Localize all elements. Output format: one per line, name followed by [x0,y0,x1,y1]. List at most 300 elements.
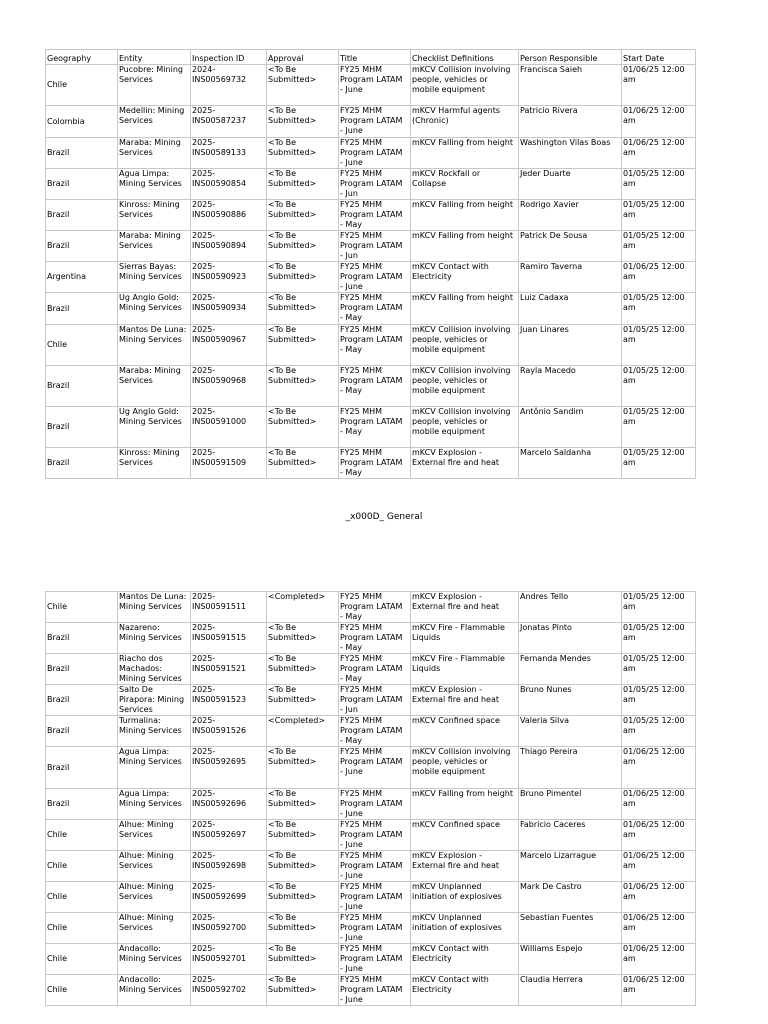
title-cell [339,685,411,716]
geography-cell [46,685,118,716]
start-date-cell [622,913,696,944]
person-responsible-cell [519,65,622,106]
approval-cell [267,685,339,716]
entity-cell [118,747,191,789]
approval-cell-text: <To Be Submitted> [268,293,317,312]
table-row [46,789,696,820]
start-date-cell [622,293,696,325]
title-cell [339,169,411,200]
person-responsible-cell-text: Bruno Nunes [520,685,572,694]
title-cell-text: FY25 MHM Program LATAM - May [340,623,403,652]
entity-cell-text: Ug Anglo Gold: Mining Services [119,293,182,312]
checklist-cell [411,366,519,407]
table-row [46,654,696,685]
checklist-cell-text: mKCV Collision involving people, vehicles or mobile equipment [412,366,511,395]
entity-cell [118,716,191,747]
start-date-cell [622,747,696,789]
inspections-table-top [45,49,696,479]
entity-cell [118,820,191,851]
geography-cell-text: Brazil [47,799,70,808]
checklist-cell-text: mKCV Falling from height [412,138,513,147]
entity-cell-text: Alhue: Mining Services [119,851,174,870]
geography-cell [46,138,118,169]
geography-cell [46,747,118,789]
start-date-cell-text: 01/06/25 12:00 am [623,65,685,84]
title-cell-text: FY25 MHM Program LATAM - June [340,820,403,849]
person-responsible-cell-text: Juan Linares [520,325,569,334]
entity-cell [118,685,191,716]
approval-cell-text: <To Be Submitted> [268,747,317,766]
checklist-cell-text: mKCV Contact with Electricity [412,262,489,281]
checklist-cell-text: mKCV Contact with Electricity [412,975,489,994]
geography-cell [46,913,118,944]
checklist-cell-text: mKCV Collision involving people, vehicles or mobile equipment [412,65,511,94]
approval-cell [267,200,339,231]
person-responsible-cell [519,747,622,789]
table-row [46,685,696,716]
person-responsible-cell [519,789,622,820]
header-entity: Entity [118,50,191,65]
geography-cell [46,716,118,747]
table-row [46,262,696,293]
person-responsible-cell [519,975,622,1006]
inspection-id-cell-text: 2025- INS00591521 [192,654,247,673]
checklist-cell [411,169,519,200]
checklist-cell-text: mKCV Falling from height [412,293,513,302]
start-date-cell [622,106,696,138]
inspection-id-cell [191,820,267,851]
approval-cell [267,65,339,106]
approval-cell-text: <To Be Submitted> [268,820,317,839]
inspection-id-cell-text: 2025- INS00592698 [192,851,247,870]
approval-cell [267,820,339,851]
entity-cell-text: Agua Limpa: Mining Services [119,789,182,808]
approval-cell [267,623,339,654]
section-separator-label: _x000D_ General [345,512,423,522]
checklist-cell-text: mKCV Collision involving people, vehicles or mobile equipment [412,325,511,354]
inspection-id-cell-text: 2025- INS00590934 [192,293,247,312]
start-date-cell [622,882,696,913]
person-responsible-cell-text: Fabricio Caceres [520,820,586,829]
approval-cell [267,106,339,138]
entity-cell [118,138,191,169]
header-checklist-definitions: Checklist Definitions [411,50,519,65]
geography-cell [46,231,118,262]
inspection-id-cell [191,685,267,716]
approval-cell [267,747,339,789]
start-date-cell-text: 01/06/25 12:00 am [623,944,685,963]
start-date-cell [622,138,696,169]
entity-cell [118,913,191,944]
start-date-cell-text: 01/05/25 12:00 am [623,716,685,735]
geography-cell-text: Chile [47,80,68,89]
header-start-date: Start Date [622,50,696,65]
person-responsible-cell-text: Mark De Castro [520,882,582,891]
approval-cell-text: <To Be Submitted> [268,325,317,344]
start-date-cell-text: 01/05/25 12:00 am [623,169,685,188]
person-responsible-cell [519,200,622,231]
geography-cell-text: Chile [47,340,68,349]
start-date-cell [622,944,696,975]
person-responsible-cell [519,262,622,293]
inspection-id-cell [191,169,267,200]
start-date-cell-text: 01/05/25 12:00 am [623,623,685,642]
entity-cell-text: Alhue: Mining Services [119,882,174,901]
title-cell [339,231,411,262]
approval-cell [267,654,339,685]
approval-cell-text: <To Be Submitted> [268,448,317,467]
geography-cell [46,820,118,851]
person-responsible-cell-text: Washington Vilas Boas [520,138,611,147]
checklist-cell [411,820,519,851]
entity-cell-text: Ug Anglo Gold: Mining Services [119,407,182,426]
inspection-id-cell-text: 2025- INS00592696 [192,789,247,808]
geography-cell-text: Chile [47,602,68,611]
header-approval: Approval [267,50,339,65]
title-cell [339,820,411,851]
table-row [46,293,696,325]
person-responsible-cell-text: Sebastian Fuentes [520,913,594,922]
title-cell-text: FY25 MHM Program LATAM - June [340,851,403,880]
approval-cell [267,975,339,1006]
title-cell [339,366,411,407]
geography-cell-text: Brazil [47,381,70,390]
start-date-cell [622,592,696,623]
table-row [46,138,696,169]
approval-cell [267,407,339,448]
geography-cell [46,623,118,654]
approval-cell [267,913,339,944]
person-responsible-cell-text: Valeria Silva [520,716,570,725]
inspection-id-cell [191,747,267,789]
geography-cell-text: Colombia [47,116,85,126]
geography-cell [46,200,118,231]
title-cell [339,325,411,366]
inspection-id-cell [191,716,267,747]
person-responsible-cell-text: Thiago Pereira [520,747,578,756]
checklist-cell-text: mKCV Confined space [412,716,500,725]
entity-cell-text: Maraba: Mining Services [119,231,181,250]
geography-cell-text: Brazil [47,422,70,431]
header-title: Title [339,50,411,65]
entity-cell-text: Mantos De Luna: Mining Services [119,592,187,611]
checklist-cell [411,293,519,325]
person-responsible-cell-text: Williams Espejo [520,944,583,953]
approval-cell [267,944,339,975]
start-date-cell [622,200,696,231]
title-cell [339,944,411,975]
person-responsible-cell-text: Marcelo Saldanha [520,448,592,457]
start-date-cell [622,366,696,407]
person-responsible-cell [519,716,622,747]
inspection-id-cell-text: 2025- INS00592701 [192,944,247,963]
checklist-cell [411,975,519,1006]
entity-cell [118,654,191,685]
table-body-top [46,65,696,479]
inspection-id-cell [191,623,267,654]
start-date-cell [622,407,696,448]
checklist-cell-text: mKCV Fire - Flammable Liquids [412,623,505,642]
title-cell-text: FY25 MHM Program LATAM - June [340,789,403,818]
start-date-cell [622,789,696,820]
geography-cell-text: Brazil [47,726,70,735]
person-responsible-cell-text: Antônio Sandim [520,407,584,416]
table-row [46,448,696,479]
checklist-cell-text: mKCV Contact with Electricity [412,944,489,963]
start-date-cell [622,685,696,716]
inspection-id-cell-text: 2025- INS00590894 [192,231,247,250]
inspection-id-cell-text: 2025- INS00590923 [192,262,247,281]
checklist-cell-text: mKCV Unplanned initiation of explosives [412,913,502,932]
inspection-id-cell [191,944,267,975]
approval-cell-text: <Completed> [268,592,326,601]
table-row [46,623,696,654]
table-body-bottom [46,592,696,1006]
approval-cell-text: <To Be Submitted> [268,944,317,963]
title-cell-text: FY25 MHM Program LATAM - June [340,975,403,1004]
geography-cell [46,169,118,200]
person-responsible-cell-text: Francisca Saieh [520,65,583,74]
person-responsible-cell-text: Marcelo Lizarrague [520,851,597,860]
inspection-id-cell [191,654,267,685]
person-responsible-cell [519,169,622,200]
approval-cell-text: <To Be Submitted> [268,685,317,704]
start-date-cell-text: 01/06/25 12:00 am [623,747,685,766]
checklist-cell-text: mKCV Unplanned initiation of explosives [412,882,502,901]
start-date-cell [622,169,696,200]
start-date-cell [622,231,696,262]
start-date-cell-text: 01/06/25 12:00 am [623,975,685,994]
approval-cell-text: <To Be Submitted> [268,623,317,642]
geography-cell-text: Brazil [47,210,70,219]
entity-cell [118,366,191,407]
checklist-cell-text: mKCV Confined space [412,820,500,829]
table-row [46,231,696,262]
start-date-cell-text: 01/05/25 12:00 am [623,448,685,467]
start-date-cell [622,623,696,654]
inspection-id-cell [191,882,267,913]
title-cell [339,747,411,789]
checklist-cell-text: mKCV Rockfall or Collapse [412,169,481,188]
table-row [46,65,696,106]
entity-cell [118,623,191,654]
geography-cell-text: Brazil [47,633,70,642]
checklist-cell-text: mKCV Explosion - External fire and heat [412,851,499,870]
entity-cell [118,944,191,975]
checklist-cell [411,106,519,138]
entity-cell [118,169,191,200]
person-responsible-cell [519,592,622,623]
checklist-cell-text: mKCV Falling from height [412,200,513,209]
inspection-id-cell-text: 2025- INS00591526 [192,716,247,735]
title-cell [339,851,411,882]
title-cell [339,448,411,479]
person-responsible-cell-text: Patricio Rivera [520,106,578,115]
person-responsible-cell [519,325,622,366]
approval-cell-text: <Completed> [268,716,326,725]
title-cell-text: FY25 MHM Program LATAM - May [340,654,403,683]
inspection-id-cell [191,106,267,138]
inspection-id-cell-text: 2025- INS00591523 [192,685,247,704]
title-cell [339,913,411,944]
title-cell-text: FY25 MHM Program LATAM - May [340,716,403,745]
title-cell-text: FY25 MHM Program LATAM - May [340,407,403,436]
checklist-cell-text: mKCV Explosion - External fire and heat [412,685,499,704]
table-row [46,747,696,789]
inspection-id-cell [191,407,267,448]
inspection-id-cell-text: 2025- INS00591515 [192,623,247,642]
approval-cell-text: <To Be Submitted> [268,789,317,808]
approval-cell-text: <To Be Submitted> [268,138,317,157]
checklist-cell [411,747,519,789]
title-cell-text: FY25 MHM Program LATAM - Jun [340,231,403,260]
geography-cell-text: Chile [47,923,68,932]
person-responsible-cell [519,106,622,138]
geography-cell [46,366,118,407]
start-date-cell [622,820,696,851]
table-row [46,592,696,623]
title-cell-text: FY25 MHM Program LATAM - June [340,138,403,167]
inspection-id-cell-text: 2025- INS00592697 [192,820,247,839]
entity-cell-text: Agua Limpa: Mining Services [119,747,182,766]
title-cell-text: FY25 MHM Program LATAM - June [340,747,403,776]
person-responsible-cell-text: Patrick De Sousa [520,231,588,240]
title-cell [339,623,411,654]
title-cell-text: FY25 MHM Program LATAM - Jun [340,685,403,714]
entity-cell [118,448,191,479]
inspection-id-cell-text: 2025- INS00592702 [192,975,247,994]
checklist-cell-text: mKCV Collision involving people, vehicles or mobile equipment [412,407,511,436]
entity-cell [118,231,191,262]
approval-cell-text: <To Be Submitted> [268,407,317,426]
inspection-id-cell-text: 2025- INS00591509 [192,448,247,467]
title-cell [339,789,411,820]
geography-cell [46,592,118,623]
approval-cell [267,169,339,200]
geography-cell [46,407,118,448]
inspection-id-cell [191,231,267,262]
entity-cell-text: Nazareno: Mining Services [119,623,182,642]
inspection-id-cell [191,789,267,820]
checklist-cell [411,448,519,479]
entity-cell-text: Andacollo: Mining Services [119,944,182,963]
inspection-id-cell-text: 2025- INS00590967 [192,325,247,344]
title-cell-text: FY25 MHM Program LATAM - Jun [340,169,403,198]
header-inspection-id: Inspection ID [191,50,267,65]
start-date-cell-text: 01/05/25 12:00 am [623,231,685,250]
approval-cell [267,366,339,407]
checklist-cell [411,623,519,654]
checklist-cell [411,407,519,448]
geography-cell-text: Argentina [47,272,87,281]
inspection-id-cell [191,851,267,882]
person-responsible-cell [519,685,622,716]
start-date-cell-text: 01/06/25 12:00 am [623,820,685,839]
checklist-cell [411,592,519,623]
geography-cell [46,293,118,325]
title-cell [339,654,411,685]
entity-cell-text: Pucobre: Mining Services [119,65,183,84]
person-responsible-cell [519,851,622,882]
inspection-id-cell [191,975,267,1006]
approval-cell-text: <To Be Submitted> [268,231,317,250]
person-responsible-cell-text: Bruno Pimentel [520,789,582,798]
title-cell [339,716,411,747]
geography-cell-text: Chile [47,861,68,870]
inspection-id-cell-text: 2025- INS00591511 [192,592,247,611]
entity-cell-text: Alhue: Mining Services [119,820,174,839]
header-geography: Geography [46,50,118,65]
approval-cell [267,262,339,293]
entity-cell-text: Maraba: Mining Services [119,366,181,385]
geography-cell [46,448,118,479]
person-responsible-cell [519,820,622,851]
approval-cell-text: <To Be Submitted> [268,200,317,219]
approval-cell [267,448,339,479]
checklist-cell [411,851,519,882]
entity-cell [118,851,191,882]
checklist-cell-text: mKCV Explosion - External fire and heat [412,448,499,467]
inspection-id-cell-text: 2025- INS00592695 [192,747,247,766]
checklist-cell-text: mKCV Falling from height [412,789,513,798]
inspection-id-cell [191,592,267,623]
approval-cell-text: <To Be Submitted> [268,106,317,125]
start-date-cell-text: 01/06/25 12:00 am [623,138,685,157]
title-cell [339,293,411,325]
inspection-id-cell [191,262,267,293]
entity-cell [118,882,191,913]
title-cell [339,882,411,913]
entity-cell [118,592,191,623]
entity-cell-text: Medellin: Mining Services [119,106,185,125]
title-cell [339,106,411,138]
table-row [46,882,696,913]
person-responsible-cell-text: Rayla Macedo [520,366,576,375]
title-cell-text: FY25 MHM Program LATAM - May [340,200,403,229]
entity-cell-text: Kinross: Mining Services [119,200,180,219]
checklist-cell [411,262,519,293]
geography-cell-text: Brazil [47,458,70,467]
title-cell [339,407,411,448]
start-date-cell-text: 01/06/25 12:00 am [623,913,685,932]
person-responsible-cell-text: Rodrigo Xavier [520,200,579,209]
approval-cell-text: <To Be Submitted> [268,975,317,994]
inspection-id-cell-text: 2025- INS00590968 [192,366,247,385]
title-cell-text: FY25 MHM Program LATAM - June [340,882,403,911]
start-date-cell [622,716,696,747]
start-date-cell-text: 01/05/25 12:00 am [623,685,685,704]
person-responsible-cell [519,913,622,944]
title-cell-text: FY25 MHM Program LATAM - June [340,944,403,973]
inspection-id-cell [191,138,267,169]
person-responsible-cell [519,138,622,169]
start-date-cell [622,65,696,106]
title-cell-text: FY25 MHM Program LATAM - May [340,325,403,354]
inspection-id-cell-text: 2025- INS00591000 [192,407,247,426]
start-date-cell-text: 01/05/25 12:00 am [623,325,685,344]
inspection-id-cell [191,200,267,231]
entity-cell [118,293,191,325]
approval-cell [267,325,339,366]
checklist-cell [411,325,519,366]
table-row [46,944,696,975]
start-date-cell [622,975,696,1006]
start-date-cell-text: 01/05/25 12:00 am [623,200,685,219]
entity-cell-text: Agua Limpa: Mining Services [119,169,182,188]
title-cell-text: FY25 MHM Program LATAM - June [340,913,403,942]
start-date-cell-text: 01/05/25 12:00 am [623,366,685,385]
approval-cell [267,882,339,913]
